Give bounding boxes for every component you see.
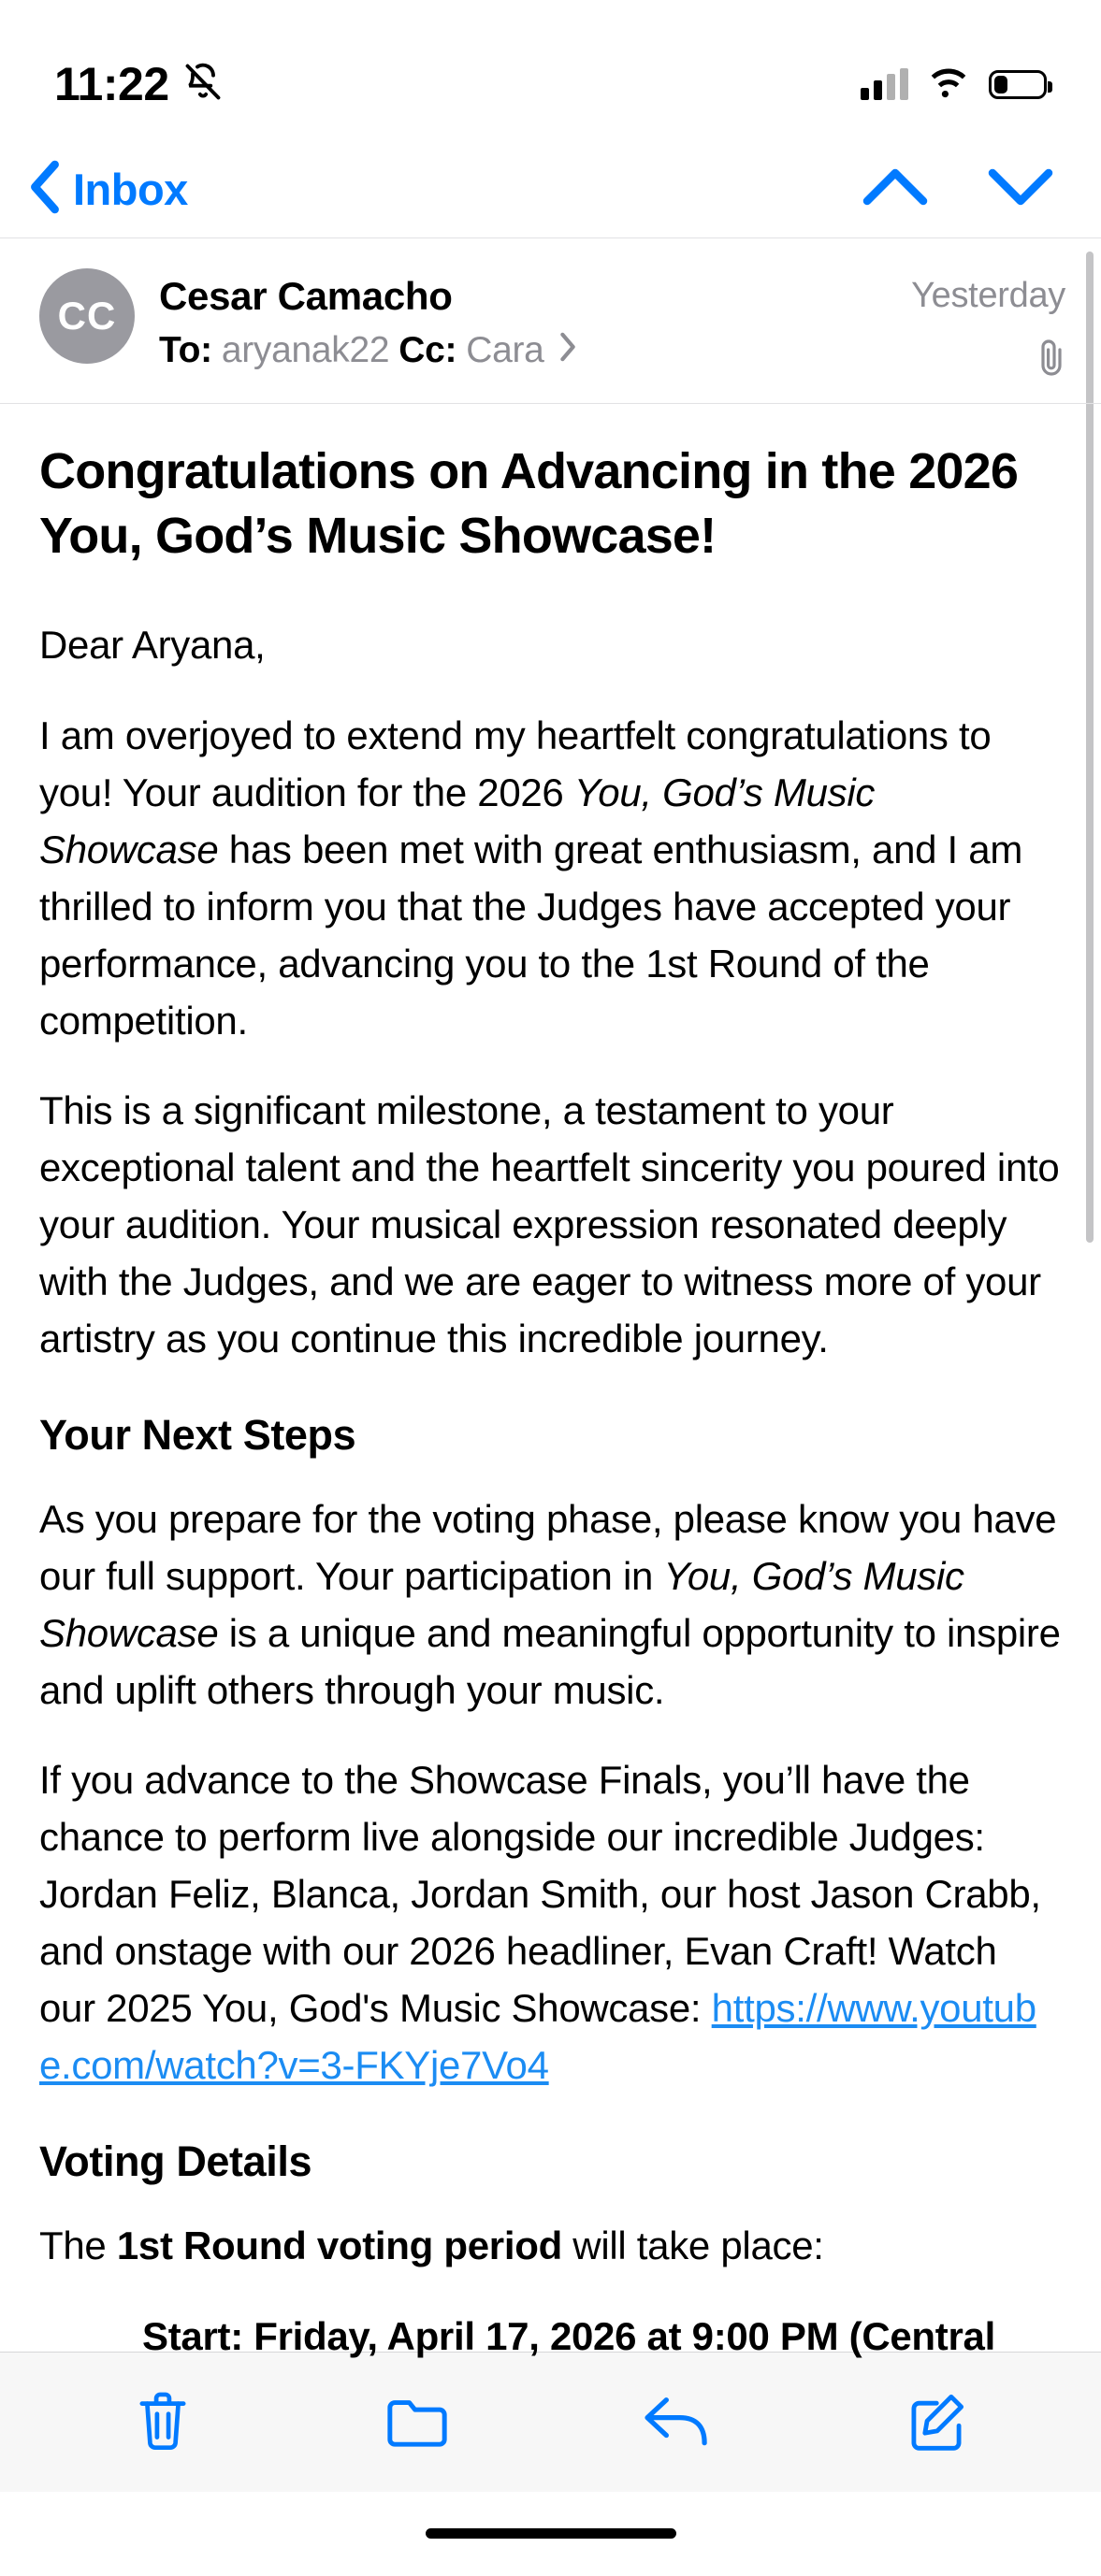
message-scroll-area[interactable]	[0, 238, 1101, 2358]
battery-low-icon	[989, 70, 1047, 99]
recipients-line[interactable]	[159, 330, 911, 371]
email-greeting: Dear Aryana,	[39, 623, 266, 668]
compose-pencil-icon[interactable]	[905, 2390, 968, 2454]
status-bar	[0, 0, 1101, 140]
para5-text-a: The	[39, 2223, 117, 2267]
home-indicator-area	[0, 2492, 1101, 2576]
back-label: Inbox	[73, 164, 188, 214]
wifi-icon	[927, 66, 970, 103]
para5-text-c: will take place:	[561, 2223, 824, 2267]
heading-voting-details: Voting Details	[39, 2137, 312, 2185]
sender-name: Cesar Camacho	[159, 274, 453, 318]
email-paragraph-5	[39, 2218, 1062, 2275]
to-label: To:	[159, 330, 212, 370]
home-indicator[interactable]	[426, 2528, 676, 2539]
chevron-right-icon[interactable]	[558, 331, 578, 371]
para3-text-b: is a unique and meaningful opportunity to inspire and uplift others through your music.	[39, 1610, 1061, 1712]
chevron-left-icon	[26, 157, 64, 222]
para3-text-a: As you prepare for the voting phase, please know you have our full support. Your participation in	[39, 1496, 1057, 1598]
chevron-down-icon[interactable]	[985, 164, 1056, 215]
email-paragraph-2: This is a significant milestone, a testament to your exceptional talent and the heartfelt sincerity you poured into your audition. Your musical expression resonated deeply with the Judges, and we are eager to witness more of your artistry as you continue this incredible journey.	[39, 1088, 1060, 1361]
cellular-signal-icon	[861, 68, 908, 100]
para5-bold: 1st Round voting period	[116, 2223, 562, 2267]
clipped-bullet-line	[39, 2309, 1062, 2358]
para1-text-b: has been met with great enthusiasm, and I am thrilled to inform you that the Judges have accepted your performance, advancing you to the 1st Round of the competition.	[39, 827, 1023, 1043]
status-bar-left	[54, 57, 224, 111]
to-value: aryanak22	[221, 330, 390, 370]
message-meta	[159, 268, 911, 371]
email-subject: Congratulations on Advancing in the 2026 You, God’s Music Showcase!	[39, 443, 1019, 565]
chevron-up-icon[interactable]	[860, 164, 931, 215]
navigation-bar	[0, 140, 1101, 238]
heading-next-steps: Your Next Steps	[39, 1410, 356, 1459]
avatar: CC	[39, 268, 135, 364]
email-paragraph-3	[39, 1491, 1062, 1720]
navigation-arrows	[860, 164, 1056, 215]
back-to-inbox-button[interactable]	[26, 157, 188, 222]
para1-emphasis: You, God’s Music Showcase	[39, 770, 876, 871]
message-header[interactable]	[0, 238, 1101, 404]
paperclip-icon	[1037, 337, 1065, 382]
email-paragraph-4	[39, 1752, 1062, 2094]
para3-emphasis: You, God’s Music Showcase	[39, 1553, 964, 1655]
reply-arrow-icon[interactable]	[642, 2392, 713, 2452]
trash-icon[interactable]	[133, 2388, 193, 2455]
message-toolbar	[0, 2352, 1101, 2492]
voting-start-line: Start: Friday, April 17, 2026 at 9:00 PM (Central	[142, 2313, 995, 2358]
para1-text-a: I am overjoyed to extend my heartfelt congratulations to you! Your audition for the 2026	[39, 713, 992, 814]
status-bar-right	[861, 66, 1047, 103]
status-time: 11:22	[54, 58, 169, 110]
email-body	[0, 404, 1101, 2358]
para4-text-a: If you advance to the Showcase Finals, you’ll have the chance to perform live alongside our incredible Judges: Jordan Feliz, Blanca, Jordan Smith, our host Jason Crabb, and onstage with our 2026 headliner, Evan Craft! Watch our 2025 You, God's Music Showcase:	[39, 1758, 1041, 2031]
message-header-right	[911, 268, 1065, 382]
cc-label: Cc:	[398, 330, 457, 370]
youtube-link[interactable]: https://www.youtube.com/watch?v=3-FKYje7Vo4	[39, 1986, 1036, 2087]
message-date: Yesterday	[911, 276, 1065, 315]
email-paragraph-1	[39, 708, 1062, 1049]
folder-icon[interactable]	[384, 2393, 450, 2451]
bell-slash-icon	[182, 62, 224, 108]
cc-value: Cara	[466, 330, 544, 370]
